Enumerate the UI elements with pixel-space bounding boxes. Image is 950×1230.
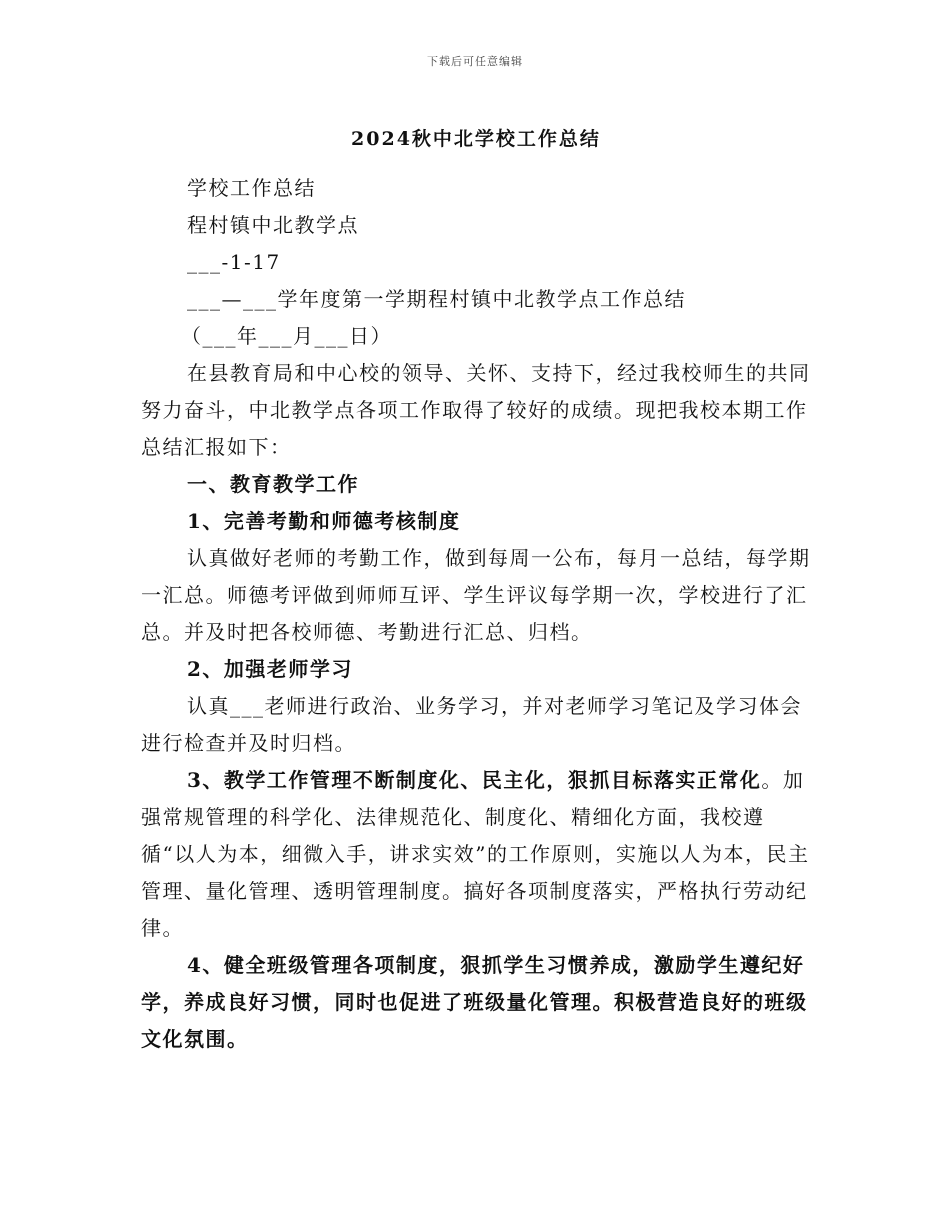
item-heading: 2、加强老师学习 xyxy=(187,657,353,681)
meta-line: 程村镇中北教学点 xyxy=(187,213,359,237)
item-body: 认真___老师进行政治、业务学习，并对老师学习笔记及学习体会进行检查并及时归档。 xyxy=(141,694,802,755)
page-header-note: 下载后可任意编辑 xyxy=(427,55,523,68)
item-heading: 4、健全班级管理各项制度，狠抓学生习惯养成，激励学生遵纪好学，养成良好习惯，同时也促进了班级量化管理。积极营造良好的班级文化氛围。 xyxy=(141,953,808,1051)
document-body xyxy=(141,122,811,1058)
document-meta-lines xyxy=(141,170,811,355)
section-heading: 一、教育教学工作 xyxy=(187,472,359,496)
document-title: 2024秋中北学校工作总结 xyxy=(351,128,601,150)
item-body-inline: 。加强常规管理的科学化、法律规范化、制度化、精细化方面，我校遵循“以人为本，细微入手，讲求实效”的工作原则，实施以人为本，民主管理、量化管理、透明管理制度。搞好各项制度落实，严格执行劳动纪律。 xyxy=(141,768,810,940)
meta-line: ___-1-17 xyxy=(187,250,281,274)
item-paragraph xyxy=(141,762,811,947)
meta-line: 学校工作总结 xyxy=(187,176,316,200)
item-heading-inline: 3、教学工作管理不断制度化、民主化，狠抓目标落实正常化 xyxy=(187,768,762,792)
item-body: 认真做好老师的考勤工作，做到每周一公布，每月一总结，每学期一汇总。师德考评做到师师互评、学生评议每学期一次，学校进行了汇总。并及时把各校师德、考勤进行汇总、归档。 xyxy=(141,546,811,644)
meta-line: （___年___月___日） xyxy=(181,324,392,348)
item-heading: 1、完善考勤和师德考核制度 xyxy=(187,509,461,533)
intro-paragraph: 在县教育局和中心校的领导、关怀、支持下，经过我校师生的共同努力奋斗，中北教学点各项工作取得了较好的成绩。现把我校本期工作总结汇报如下： xyxy=(141,361,811,459)
meta-line: ___—___学年度第一学期程村镇中北教学点工作总结 xyxy=(187,287,686,311)
